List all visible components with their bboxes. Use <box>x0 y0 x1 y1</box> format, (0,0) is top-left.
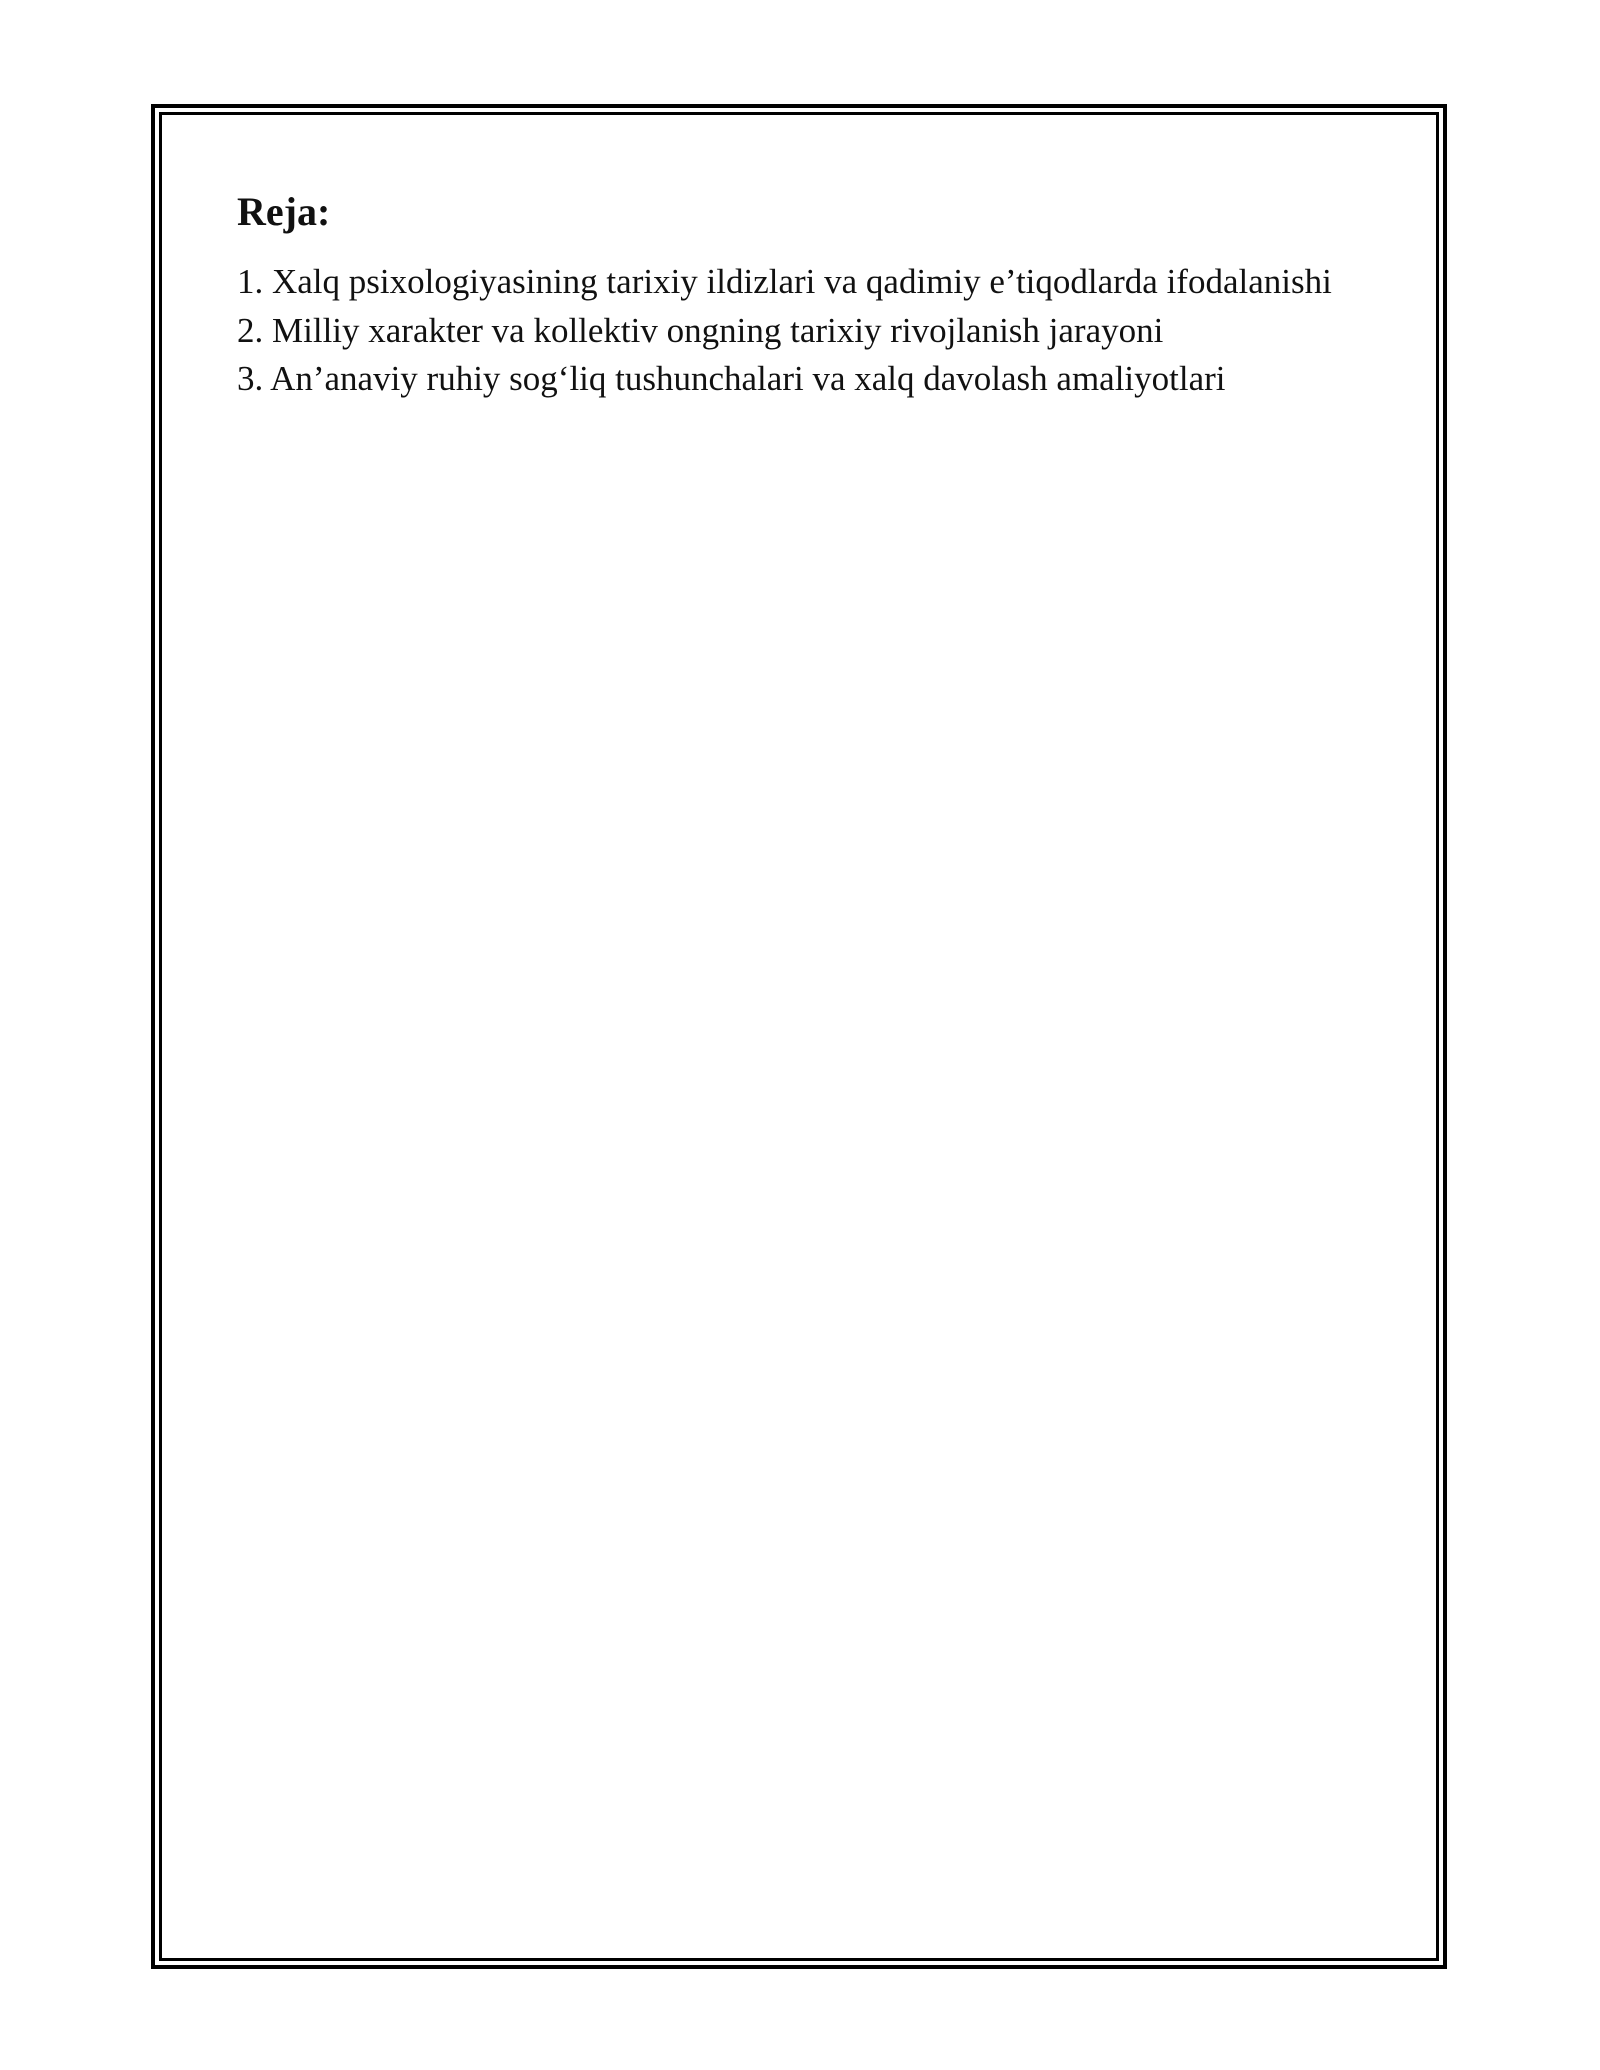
plan-list <box>237 258 1357 404</box>
page-content <box>237 186 1357 404</box>
plan-item-1: 1. Xalq psixologiyasining tarixiy ildizlari va qadimiy e’tiqodlarda ifodalanishi <box>237 262 1332 301</box>
plan-item-2: 2. Milliy xarakter va kollektiv ongning tarixiy rivojlanish jarayoni <box>237 310 1164 350</box>
plan-heading: Reja: <box>237 189 331 234</box>
plan-item-3: 3. An’anaviy ruhiy sog‘liq tushunchalari va xalq davolash amaliyotlari <box>237 359 1226 398</box>
